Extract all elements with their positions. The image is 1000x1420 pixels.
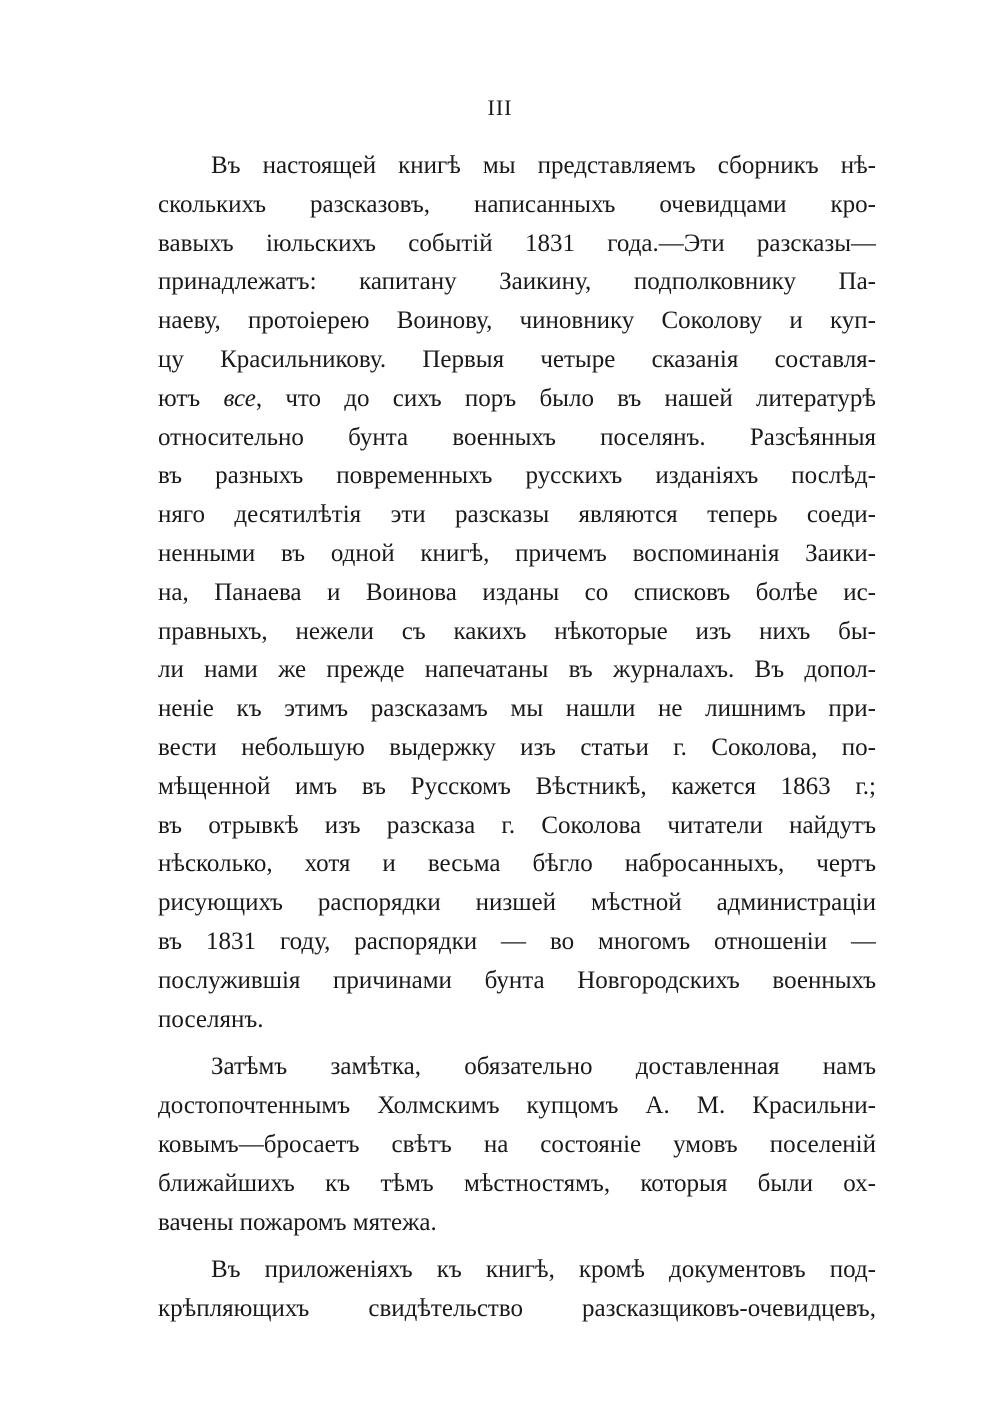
text-line: ненными въ одной книгѣ, причемъ воспоминанія Заики-: [158, 539, 876, 567]
italic-word: все: [223, 384, 256, 412]
text-line: вачены пожаромъ мятежа.: [158, 1208, 437, 1236]
text-line: Въ настоящей книгѣ мы представляемъ сборникъ нѣ-: [211, 152, 876, 179]
paragraph-gap: [158, 1242, 876, 1251]
text-line: цу Красильникову. Первыя четыре сказанія составля-: [158, 345, 876, 373]
text-line: Затѣмъ замѣтка, обязательно доставленная намъ: [211, 1053, 876, 1081]
text-line: правныхъ, нежели съ какихъ нѣкоторые изъ нихъ бы-: [158, 617, 876, 645]
text-line: крѣпляющихъ свидѣтельство разсказщиковъ-очевидцевъ,: [158, 1295, 876, 1323]
text-line: вести небольшую выдержку изъ статьи г. Соколова, по-: [158, 733, 876, 761]
text-line-with-italic: [158, 380, 876, 419]
body-text: [158, 147, 876, 1329]
text-line: наеву, протоіерею Воинову, чиновнику Соколову и куп-: [158, 307, 876, 335]
text-line: Въ приложеніяхъ къ книгѣ, кромѣ документовъ под-: [211, 1256, 876, 1284]
text-line: ближайшихъ къ тѣмъ мѣстностямъ, которыя были ох-: [158, 1169, 876, 1197]
page-number: III: [487, 95, 513, 120]
text-fragment: , что до сихъ поръ было въ нашей литературѣ: [255, 384, 876, 412]
paragraph-2: [158, 1048, 876, 1242]
text-line: въ 1831 году, распорядки — во многомъ отношеніи —: [158, 927, 876, 955]
text-line: ли нами же прежде напечатаны въ журналахъ. Въ допол-: [158, 656, 876, 684]
paragraph-1: [158, 147, 876, 1039]
text-line: въ разныхъ повременныхъ русскихъ изданіяхъ послѣд-: [158, 462, 876, 490]
paragraph-gap: [158, 1039, 876, 1048]
text-line: достопочтеннымъ Холмскимъ купцомъ А. М. Красильни-: [158, 1092, 876, 1120]
text-line: поселянъ.: [158, 1005, 264, 1033]
text-line: нѣсколько, хотя и весьма бѣгло набросанныхъ, чертъ: [158, 850, 876, 878]
text-line: принадлежатъ: капитану Заикину, подполковнику Па-: [158, 268, 876, 296]
text-line: няго десятилѣтія эти разсказы являются теперь соеди-: [158, 501, 876, 529]
text-line: мѣщенной имъ въ Русскомъ Вѣстникѣ, кажется 1863 г.;: [158, 772, 876, 800]
text-fragment: ютъ: [158, 384, 224, 412]
text-line: послужившія причинами бунта Новгородскихъ военныхъ: [158, 966, 876, 994]
text-line: сколькихъ разсказовъ, написанныхъ очевидцами кро-: [158, 190, 876, 218]
text-line: на, Панаева и Воинова изданы со списковъ болѣе ис-: [158, 578, 876, 606]
text-line: ковымъ—бросаетъ свѣтъ на состояніе умовъ поселеній: [158, 1130, 876, 1158]
paragraph-3: [158, 1251, 876, 1329]
text-line: рисующихъ распорядки низшей мѣстной администраціи: [158, 889, 876, 917]
text-line: въ отрывкѣ изъ разсказа г. Соколова читатели найдутъ: [158, 811, 876, 839]
text-line: относительно бунта военныхъ поселянъ. Разсѣянныя: [158, 423, 876, 451]
text-line: неніе къ этимъ разсказамъ мы нашли не лишнимъ при-: [158, 695, 876, 723]
text-line: вавыхъ іюльскихъ событій 1831 года.—Эти разсказы—: [158, 229, 876, 257]
